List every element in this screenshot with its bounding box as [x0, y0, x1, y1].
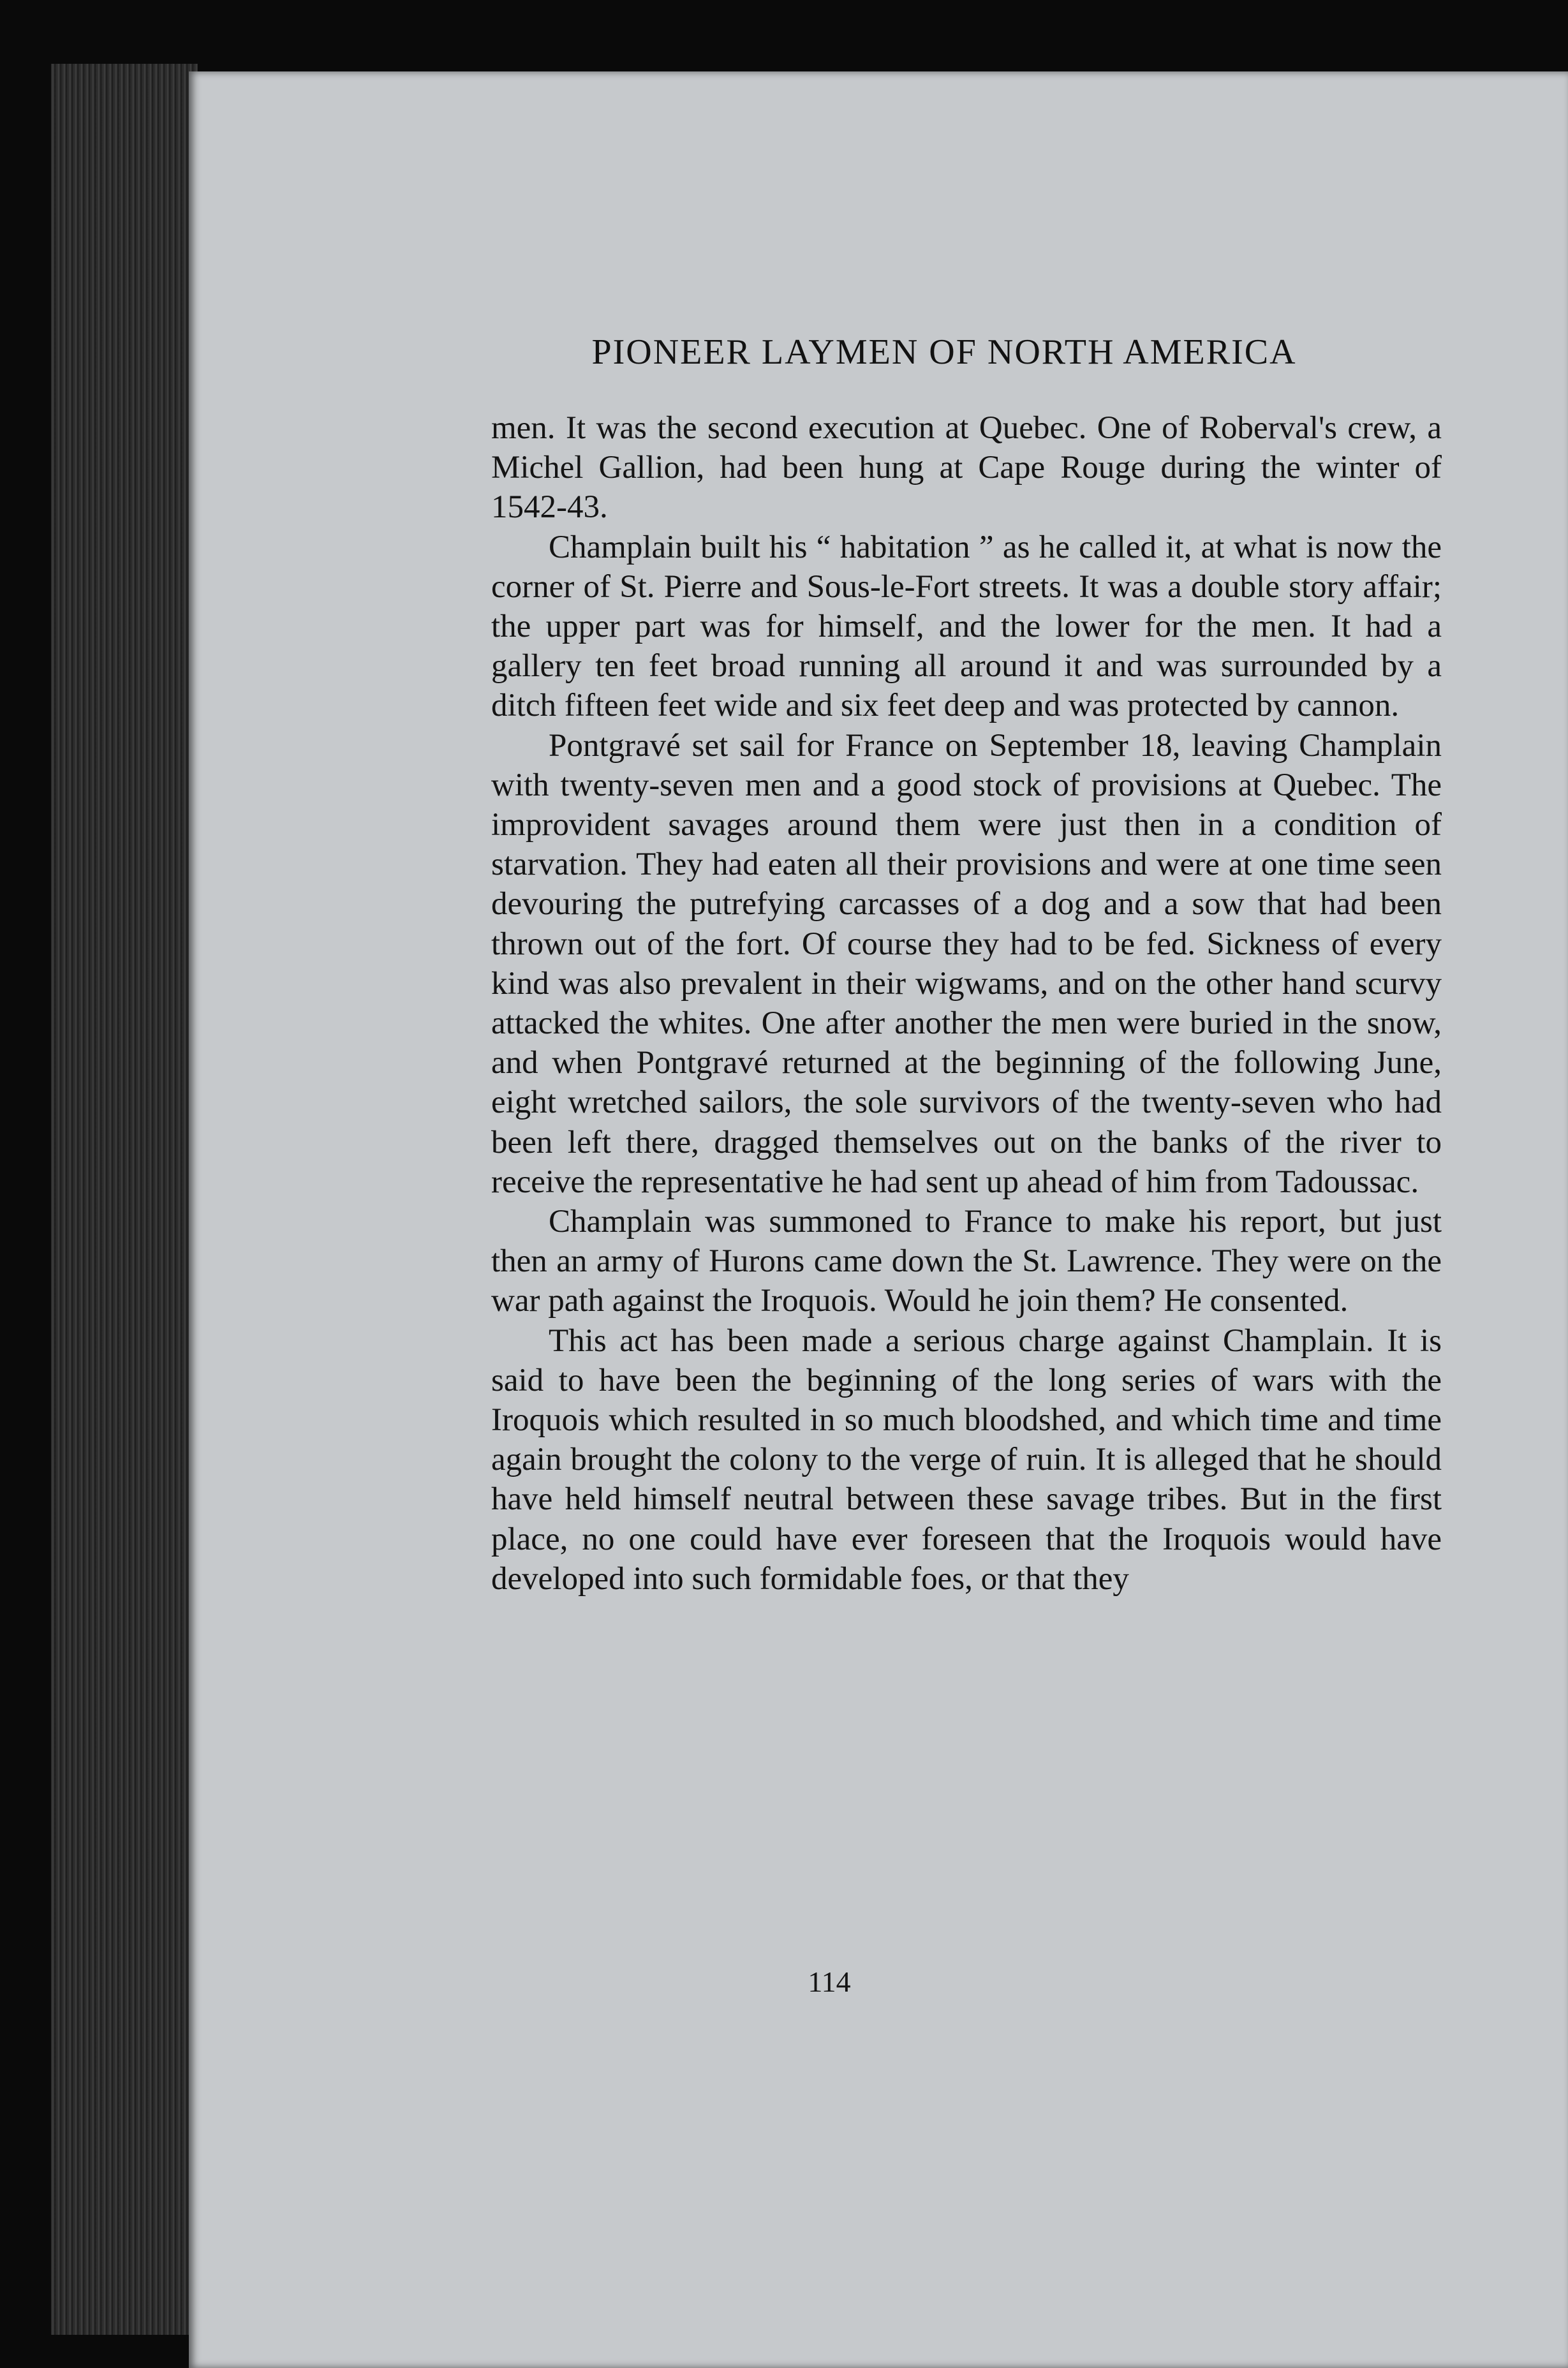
- paragraph-4: Champlain was summoned to France to make his report, but just then an army of Hurons came down the St. Lawrence. They were on the war path against the Iroquois. Would he join them? He consented.: [491, 1204, 1442, 1319]
- paragraph-2: Champlain built his “ habitation ” as he called it, at what is now the corner of St. Pierre and Sous-le-Fort streets. It was a double story affair; the upper part was for himself, and the lower for the men. It had a gallery ten feet broad running all around it and was surrounded by a ditch fifteen feet wide and six feet deep and was protected by cannon.: [491, 529, 1442, 724]
- paragraph-1: men. It was the second execution at Quebec. One of Roberval's crew, a Michel Gallion, had been hung at Cape Rouge during the winter of 1542-43.: [491, 410, 1442, 526]
- paragraph-3: Pontgravé set sail for France on September 18, leaving Champlain with twenty-seven men and a good stock of provisions at Quebec. The improvident savages around them were just then in a condition of starvation. They had eaten all their provisions and were at one time seen devouring the putrefying carcasses of a dog and a sow that had been thrown out of the fort. Of course they had to be fed. Sickness of every kind was also prevalent in their wigwams, and on the other hand scurvy attacked the whites. One after another the men were buried in the snow, and when Pontgravé returned at the beginning of the following June, eight wretched sailors, the sole survivors of the twenty-seven who had been left there, dragged themselves out on the banks of the river to receive the representative he had sent up ahead of him from Tadoussac.: [491, 727, 1442, 1200]
- body-text: [491, 408, 1442, 1599]
- running-head: PIONEER LAYMEN OF NORTH AMERICA: [591, 332, 1297, 372]
- paragraph-5: This act has been made a serious charge against Champlain. It is said to have been the beginning of the long series of wars with the Iroquois which resulted in so much bloodshed, and which time and time again brought the colony to the verge of ruin. It is alleged that he should have held himself neutral between these savage tribes. But in the first place, no one could have ever foreseen that the Iroquois would have developed into such formidable foes, or that they: [491, 1322, 1442, 1597]
- page-number: 114: [808, 1965, 851, 1998]
- book-page-edges: [51, 64, 198, 2335]
